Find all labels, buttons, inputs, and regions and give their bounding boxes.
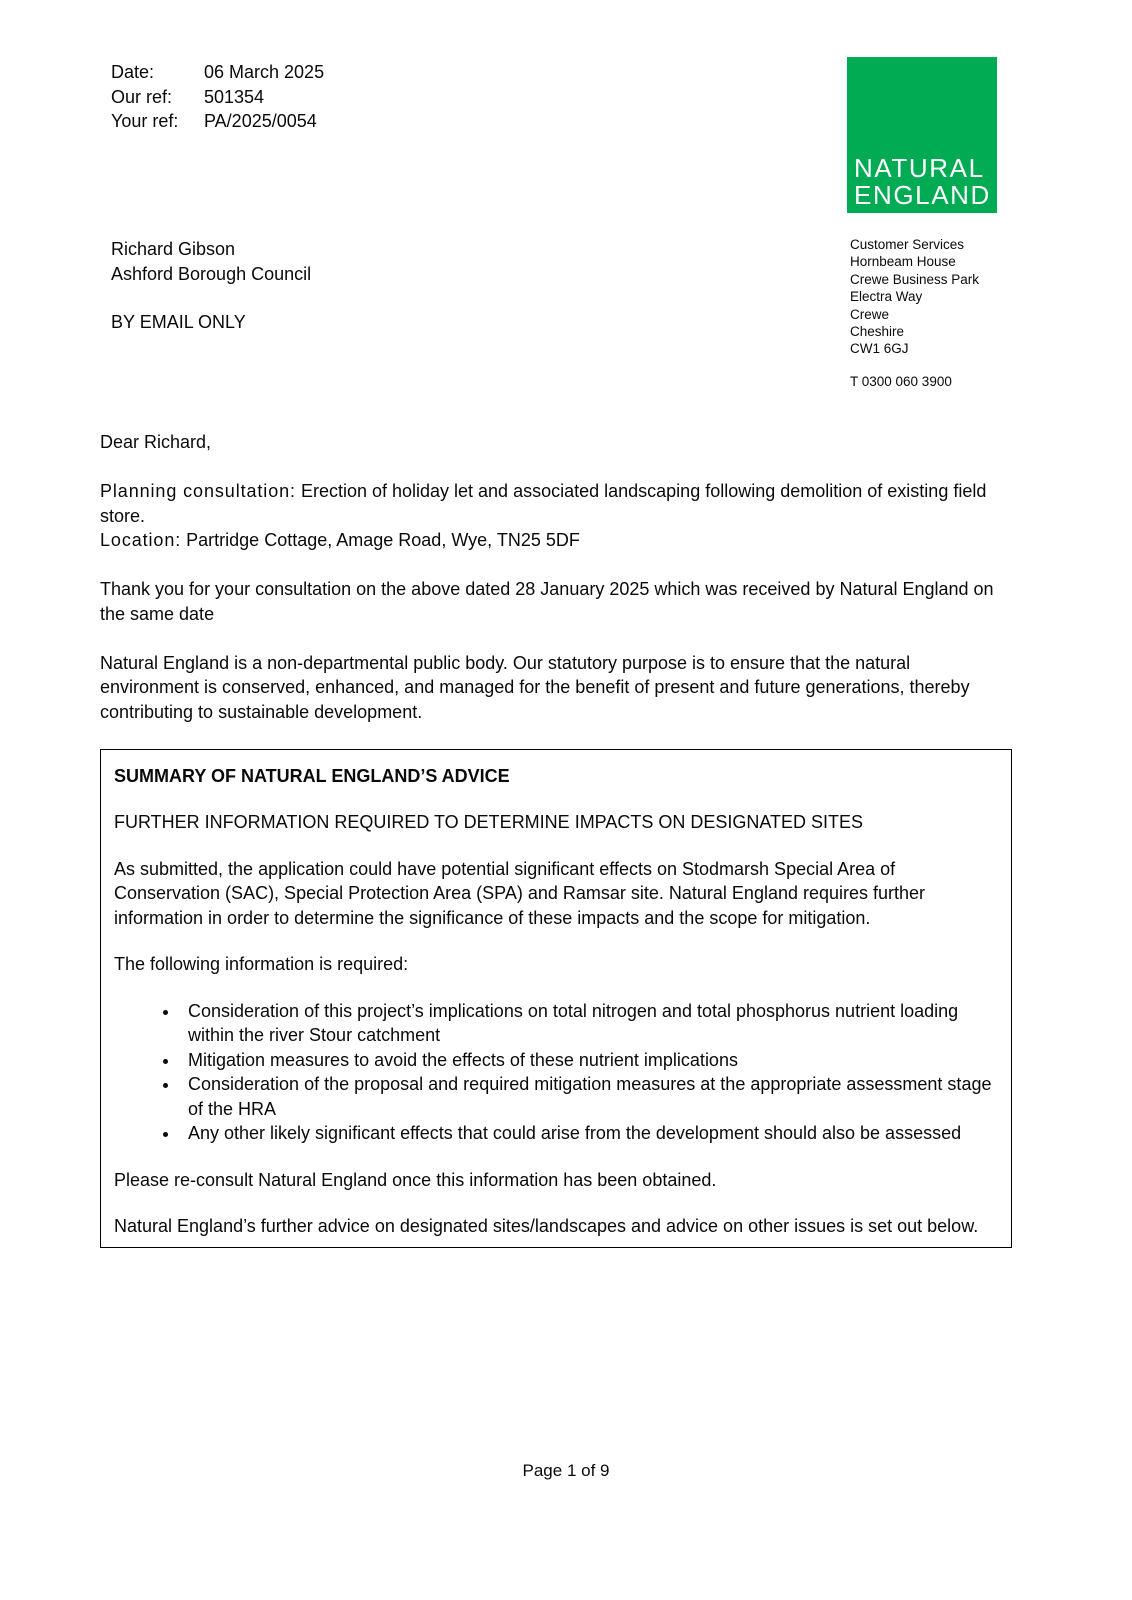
date-label: Date: xyxy=(111,62,155,82)
sender-address-line: Electra Way xyxy=(850,289,923,305)
sender-address-line: Crewe Business Park xyxy=(850,271,980,287)
list-item: • Any other likely significant effects that could arise from the development should also be assessed xyxy=(180,1121,998,1146)
date-row xyxy=(111,60,324,85)
your-ref-label: Your ref: xyxy=(111,111,179,131)
natural-england-logo xyxy=(847,57,997,213)
your-ref-value: PA/2025/0054 xyxy=(204,111,317,131)
summary-paragraph-further-advice: Natural England’s further advice on designated sites/landscapes and advice on other issues is set out below. xyxy=(114,1216,979,1236)
summary-advice-box xyxy=(100,749,1012,1248)
recipient-name: Richard Gibson xyxy=(111,239,236,259)
sender-address-line: Hornbeam House xyxy=(850,254,956,270)
location-text: Partridge Cottage, Amage Road, Wye, TN25 5DF xyxy=(181,530,580,550)
recipient-organisation: Ashford Borough Council xyxy=(111,263,312,284)
required-information-list xyxy=(114,999,998,1146)
natural-england-logo-text: NATURAL ENGLAND xyxy=(854,153,991,210)
your-ref-row xyxy=(111,109,324,134)
paragraph-consultation-received: Thank you for your consultation on the above dated 28 January 2025 which was received by Natural England on the same date xyxy=(100,579,994,624)
letter-body xyxy=(100,430,1012,1248)
subject-text: Erection of holiday let and associated landscaping following demolition of existing field store. xyxy=(100,481,987,526)
location-label: Location: xyxy=(100,530,182,550)
page-number: Page 1 of 9 xyxy=(522,1461,610,1480)
sender-address-line: Cheshire xyxy=(850,324,905,340)
reference-block xyxy=(111,60,324,134)
recipient-block xyxy=(111,237,311,286)
paragraph-statutory-purpose: Natural England is a non-departmental public body. Our statutory purpose is to ensure that the natural environment is conserved, enhanced, and managed for the benefit of present and future generations, thereby contributing to sustainable development. xyxy=(100,652,970,722)
sender-address-line: Crewe xyxy=(850,306,890,322)
sender-phone: T 0300 060 3900 xyxy=(850,374,952,389)
salutation: Dear Richard, xyxy=(100,432,212,452)
summary-box-heading: SUMMARY OF NATURAL ENGLAND’S ADVICE xyxy=(114,765,510,786)
sender-address-line: Customer Services xyxy=(850,237,965,252)
summary-paragraph-required-intro: The following information is required: xyxy=(114,954,409,974)
list-item: • Consideration of this project’s implications on total nitrogen and total phosphorus nutrient loading within the river Stour catchment xyxy=(180,999,998,1048)
our-ref-value: 501354 xyxy=(204,86,265,107)
our-ref-row xyxy=(111,85,324,110)
subject-paragraph xyxy=(100,479,1012,553)
subject-label: Planning consultation: xyxy=(100,481,296,501)
delivery-method: BY EMAIL ONLY xyxy=(111,312,246,332)
list-item: • Consideration of the proposal and required mitigation measures at the appropriate assessment stage of the HRA xyxy=(180,1072,998,1121)
summary-box-subheading: FURTHER INFORMATION REQUIRED TO DETERMINE IMPACTS ON DESIGNATED SITES xyxy=(114,812,864,832)
sender-address xyxy=(850,236,979,358)
sender-address-line: CW1 6GJ xyxy=(850,341,909,357)
list-item: • Mitigation measures to avoid the effects of these nutrient implications xyxy=(180,1048,998,1073)
summary-paragraph-effects: As submitted, the application could have potential significant effects on Stodmarsh Special Area of Conservation (SAC), Special Protection Area (SPA) and Ramsar site. Natural England requires further information in order to determine the significance of these impacts and the scope for mitigation. xyxy=(114,858,926,928)
our-ref-label: Our ref: xyxy=(111,86,173,107)
summary-paragraph-reconsult: Please re-consult Natural England once this information has been obtained. xyxy=(114,1169,717,1190)
date-value: 06 March 2025 xyxy=(204,62,325,82)
